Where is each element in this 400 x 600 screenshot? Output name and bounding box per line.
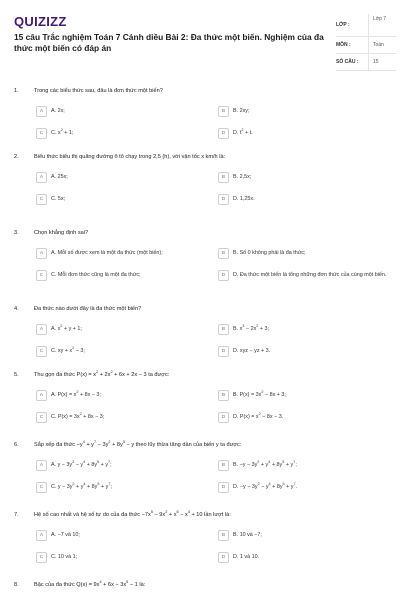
answer-option-c[interactable] — [36, 482, 206, 493]
option-text: A. $x^2 + y + 1$; — [51, 324, 82, 333]
meta-value: 15 — [368, 54, 396, 70]
question-5 — [14, 370, 386, 421]
answer-option-d[interactable] — [218, 270, 388, 281]
option-letter-box: B — [218, 324, 229, 335]
option-text: C. 5x; — [51, 196, 66, 203]
meta-label: LỚP : — [336, 22, 350, 28]
option-letter-box: D — [218, 194, 229, 205]
option-letter-box: D — [218, 128, 229, 139]
option-text: A. 2x; — [51, 108, 65, 115]
option-text: D. Đa thức một biến là tổng những đơn thức của cùng một biến. — [233, 272, 387, 279]
worksheet-title: 15 câu Trắc nghiệm Toán 7 Cánh diều Bài 2: Đa thức một biến. Nghiệm của đa thức một biến có đáp án — [14, 32, 324, 53]
option-letter-box: A — [36, 530, 47, 541]
answer-option-a[interactable] — [36, 106, 206, 117]
option-text: D. $-y - 3y^2 - y^4 + 8y^5 + y^7$. — [233, 482, 298, 491]
question-text: Đa thức nào dưới đây là đa thức một biến? — [34, 306, 142, 312]
meta-label: MÔN : — [336, 42, 351, 48]
option-letter-box: C — [36, 482, 47, 493]
answer-option-c[interactable] — [36, 128, 206, 139]
meta-row-class — [336, 14, 396, 37]
option-letter-box: C — [36, 128, 47, 139]
option-text: B. $x^3 - 2x^2 + 3$; — [233, 324, 270, 333]
option-text: B. 2xy; — [233, 108, 250, 115]
answer-option-b[interactable] — [218, 324, 388, 335]
option-letter-box: A — [36, 324, 47, 335]
answer-option-c[interactable] — [36, 270, 206, 281]
option-letter-box: B — [218, 460, 229, 471]
option-letter-box: A — [36, 460, 47, 471]
meta-label: SỐ CÂU : — [336, 59, 359, 65]
question-number: 2. — [14, 154, 19, 160]
question-text: Hệ số cao nhất và hệ số tự do của đa thức $-7x^5 - 9x^2 + x^6 - x^4 + 10$ lần lượt là: — [34, 510, 231, 518]
answer-option-b[interactable] — [218, 390, 388, 401]
option-letter-box: A — [36, 106, 47, 117]
meta-row-subject — [336, 37, 396, 54]
option-text: A. 25x; — [51, 174, 68, 181]
option-text: C. Mỗi đơn thức cũng là một đa thức; — [51, 272, 141, 279]
question-number: 3. — [14, 230, 19, 236]
question-number: 8. — [14, 582, 19, 588]
meta-value: Toán — [368, 37, 396, 53]
question-8 — [14, 582, 386, 594]
question-header — [14, 512, 386, 524]
meta-row-count — [336, 54, 396, 71]
answer-option-d[interactable] — [218, 482, 388, 493]
answer-option-b[interactable] — [218, 106, 388, 117]
answer-option-b[interactable] — [218, 172, 388, 183]
quizizz-logo — [14, 14, 67, 29]
option-text: D. 1,25x. — [233, 196, 255, 203]
option-text: B. $-y - 3y^2 + y^4 + 8y^5 + y^7$; — [233, 460, 297, 469]
question-header — [14, 88, 386, 100]
logo-initial: Q — [14, 14, 25, 29]
question-3 — [14, 230, 387, 279]
option-letter-box: D — [218, 482, 229, 493]
question-header — [14, 230, 386, 242]
answer-option-d[interactable] — [218, 194, 388, 205]
question-text: Chọn khẳng định sai? — [34, 230, 89, 236]
question-header — [14, 442, 386, 454]
option-letter-box: A — [36, 248, 47, 259]
option-text: D. 1 và 10. — [233, 554, 260, 561]
option-letter-box: A — [36, 390, 47, 401]
question-number: 5. — [14, 372, 19, 378]
question-text: Trong các biểu thức sau, đâu là đơn thức một biến? — [34, 88, 163, 94]
option-letter-box: B — [218, 106, 229, 117]
option-text: B. $P(x) = 3x^2 - 8x + 3$; — [233, 390, 286, 399]
worksheet-header — [14, 12, 386, 72]
option-text: A. $P(x) = x^2 + 8x - 3$; — [51, 390, 101, 399]
answer-option-b[interactable] — [218, 530, 388, 541]
question-7 — [14, 510, 386, 561]
question-text: Sắp xếp đa thức $-y^4 + y^7 - 3y^2 + 8y^5 - y$ theo lũy thừa tăng dần của biến y ta được: — [34, 440, 242, 448]
option-text: A. −7 và 10; — [51, 532, 80, 539]
question-number: 4. — [14, 306, 19, 312]
logo-rest: UIZIZZ — [24, 14, 67, 29]
question-text: Bậc của đa thức $Q(x) = 9x^4 + 6x - 3x^5 - 1$ là: — [34, 580, 146, 588]
question-1 — [14, 88, 386, 137]
option-text: C. $x^2 + 1$; — [51, 128, 74, 137]
question-text: Biểu thức biểu thị quãng đường ô tô chạy trong 2,5 (h), với vận tốc x km/h là: — [34, 154, 226, 160]
answer-option-c[interactable] — [36, 194, 206, 205]
question-4 — [14, 306, 386, 355]
option-text: C. xy + $x^2 - 3$; — [51, 346, 85, 355]
option-letter-box: C — [36, 270, 47, 281]
question-6 — [14, 440, 386, 491]
question-header — [14, 372, 386, 384]
option-letter-box: C — [36, 194, 47, 205]
answer-option-a[interactable] — [36, 172, 206, 183]
answer-option-d[interactable] — [218, 128, 388, 139]
option-letter-box: A — [36, 172, 47, 183]
meta-value: Lớp 7 — [368, 14, 396, 36]
question-header — [14, 306, 386, 318]
question-number: 7. — [14, 512, 19, 518]
answer-option-a[interactable] — [36, 248, 206, 259]
option-text: D. $P(x) = x^2 - 8x - 3$. — [233, 412, 284, 421]
option-text: C. $y - 3y^2 + y^4 + 8y^5 + y^7$; — [51, 482, 112, 491]
answer-option-c[interactable] — [36, 552, 206, 563]
option-letter-box: D — [218, 346, 229, 357]
question-2 — [14, 154, 386, 203]
answer-option-a[interactable] — [36, 460, 206, 471]
answer-option-a[interactable] — [36, 390, 206, 401]
option-text: C. 10 và 1; — [51, 554, 78, 561]
question-number: 1. — [14, 88, 19, 94]
answer-option-c[interactable] — [36, 346, 206, 357]
option-letter-box: B — [218, 172, 229, 183]
answer-option-d[interactable] — [218, 412, 388, 423]
option-letter-box: D — [218, 552, 229, 563]
option-text: B. 10 và −7; — [233, 532, 262, 539]
option-text: D. $t^2 + t$. — [233, 128, 253, 137]
question-header — [14, 154, 386, 166]
option-text: C. $P(x) = 3x^2 + 8x - 3$; — [51, 412, 105, 421]
option-letter-box: B — [218, 530, 229, 541]
option-letter-box: C — [36, 552, 47, 563]
option-letter-box: C — [36, 412, 47, 423]
option-letter-box: C — [36, 346, 47, 357]
option-text: B. 2,5x; — [233, 174, 252, 181]
option-text: A. $y - 3y^2 - y^4 + 8y^5 + y^7$; — [51, 460, 112, 469]
option-letter-box: B — [218, 248, 229, 259]
option-text: A. Mỗi số được xem là một đa thức (một biến); — [51, 250, 163, 257]
option-letter-box: D — [218, 270, 229, 281]
answer-option-d[interactable] — [218, 552, 388, 563]
question-number: 6. — [14, 442, 19, 448]
answer-option-b[interactable] — [218, 460, 388, 471]
option-letter-box: D — [218, 412, 229, 423]
option-text: D. xyz − yz + 3. — [233, 348, 271, 355]
option-text: B. Số 0 không phải là đa thức; — [233, 250, 306, 257]
question-header — [14, 582, 386, 594]
meta-table — [336, 14, 396, 71]
answer-option-a[interactable] — [36, 530, 206, 541]
answer-option-d[interactable] — [218, 346, 388, 357]
answer-option-c[interactable] — [36, 412, 206, 423]
answer-option-b[interactable] — [218, 248, 388, 259]
option-letter-box: B — [218, 390, 229, 401]
question-text: Thu gọn đa thức $P(x) = x^2 + 2x^2 + 6x + 2x - 3$ ta được: — [34, 370, 170, 378]
answer-option-a[interactable] — [36, 324, 206, 335]
